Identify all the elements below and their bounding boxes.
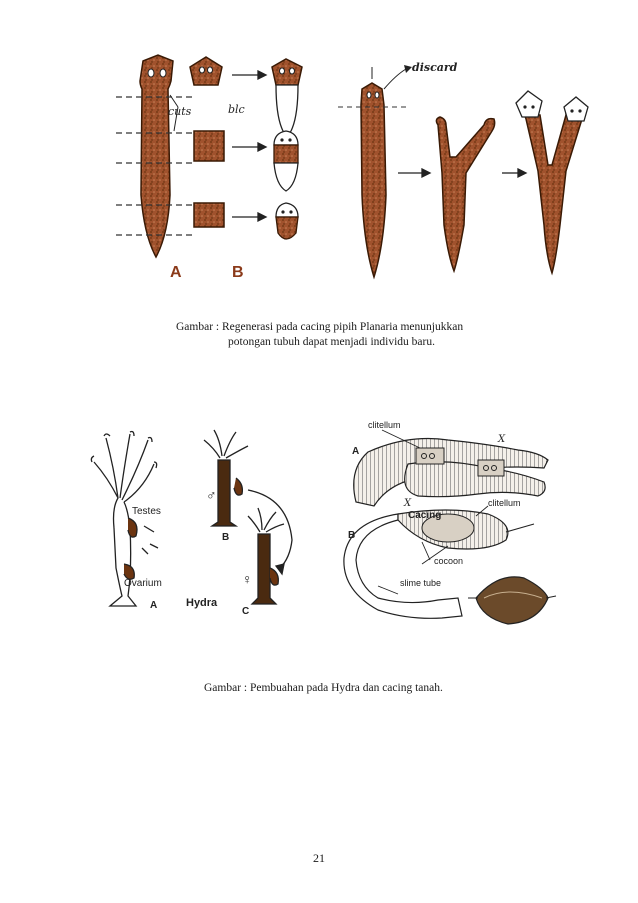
- planaria-arrows-b: [232, 71, 266, 221]
- label-slime-tube: slime tube: [400, 578, 442, 588]
- planaria-b-pieces: [190, 57, 224, 227]
- caption-planaria-line1: Gambar : Regenerasi pada cacing pipih Planaria menunjukkan: [176, 321, 464, 333]
- planaria-regeneration-figure: [108, 45, 592, 293]
- male-symbol: ♂: [206, 487, 217, 503]
- female-symbol: ♀: [242, 571, 253, 587]
- planaria-forked: [436, 117, 494, 271]
- planaria-a: [116, 55, 192, 257]
- page-number: 21: [313, 851, 325, 865]
- label-hydra-a: A: [150, 600, 158, 611]
- label-discard: discard: [412, 61, 458, 74]
- planaria-illustration: [108, 45, 592, 293]
- caption-planaria-line2: potongan tubuh dapat menjadi individu baru.: [228, 336, 435, 348]
- label-hydra-c: C: [242, 606, 250, 617]
- hydra-illustration: [84, 418, 302, 618]
- planaria-split-head: [338, 65, 412, 277]
- caption-planaria: [176, 320, 536, 350]
- label-ovarium: Ovarium: [124, 578, 162, 589]
- planaria-arrow-2: [398, 169, 430, 177]
- label-cocoon: cocoon: [434, 556, 464, 566]
- label-clitellum-top: clitellum: [368, 420, 401, 430]
- earthworm-illustration: [338, 410, 564, 632]
- label-hydra-b: B: [222, 532, 230, 543]
- hydra-c: [248, 490, 292, 604]
- label-x-top: X: [498, 434, 506, 445]
- label-worm-a: A: [352, 446, 360, 457]
- cocoon: [468, 577, 556, 624]
- label-x-bottom: X: [404, 498, 412, 509]
- planaria-arrow-3: [502, 169, 526, 177]
- label-hydra: Hydra: [186, 597, 218, 609]
- hydra-b: [204, 430, 248, 526]
- caption-hydra-cacing: Gambar : Pembuahan pada Hydra dan cacing tanah.: [204, 682, 443, 694]
- label-testes: Testes: [132, 506, 161, 517]
- label-a: A: [170, 264, 182, 281]
- label-cacing: Cacing: [408, 510, 442, 521]
- worm-a: [354, 439, 548, 507]
- label-worm-b: B: [348, 530, 356, 541]
- earthworm-figure: [338, 410, 564, 632]
- planaria-regenerating: [272, 59, 302, 239]
- planaria-two-headed: [516, 91, 588, 273]
- label-blc: blc: [228, 103, 245, 116]
- label-clitellum-right: clitellum: [488, 498, 521, 508]
- label-cuts: cuts: [168, 105, 192, 118]
- label-b: B: [232, 264, 244, 281]
- hydra-figure: [84, 418, 302, 618]
